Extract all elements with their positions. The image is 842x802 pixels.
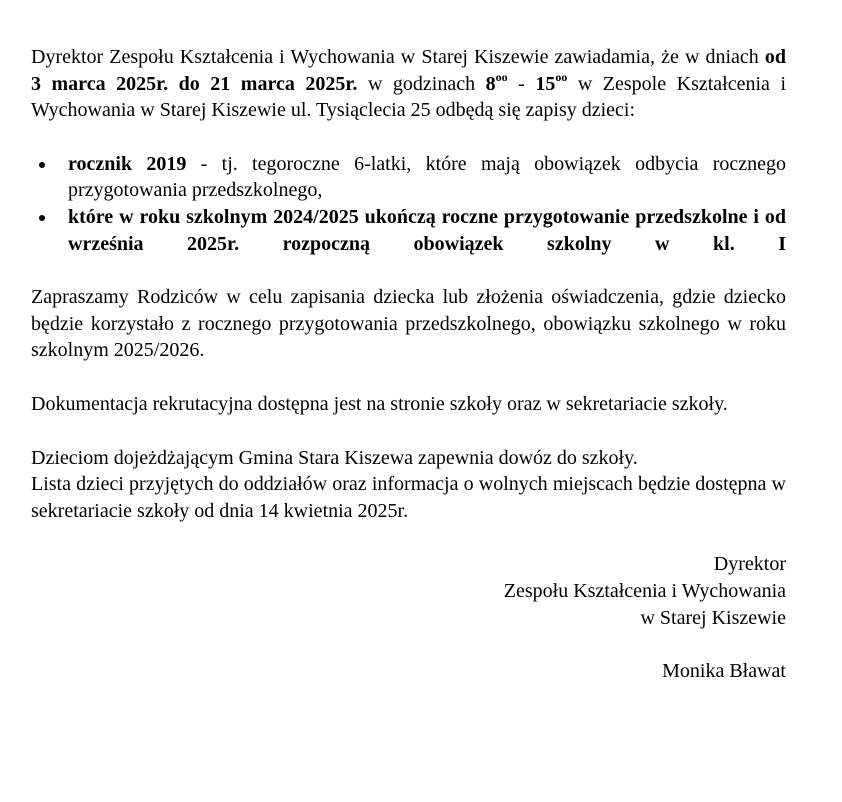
intro-text-3: w Zespole Kształcenia i Wychowania w Starej Kiszewie ul. Tysiąclecia 25 odbędą się zapisy dzieci: [31,72,786,122]
spacer [31,364,786,391]
transport-line: Dzieciom dojeżdżającym Gmina Stara Kiszewa zapewnia dowóz do szkoły. [31,446,638,469]
signature-institution: Zespołu Kształcenia i Wychowania [503,579,786,602]
criteria-year: rocznik 2019 [68,152,187,175]
spacer [31,418,786,445]
hour-start-minutes: oo [495,69,508,84]
spacer [31,524,786,551]
intro-paragraph [31,44,786,124]
hour-start-value: 8 [485,72,496,95]
enrollment-criteria-list [31,151,786,257]
signature-location: w Starej Kiszewie [640,606,786,629]
list-item [31,151,786,204]
spacer [31,257,786,284]
intro-text-1: Dyrektor Zespołu Kształcenia i Wychowania w Starej Kiszewie zawiadamia, że w dniach [31,46,765,68]
criteria-description: - tj. tegoroczne 6-latki, które mają obowiązek odbycia rocznego przygotowania przedszkolnego, [68,152,786,202]
documentation-paragraph: Dokumentacja rekrutacyjna dostępna jest na stronie szkoły oraz w sekretariacie szkoły. [31,392,728,415]
hours-start [485,69,508,95]
hour-end-minutes: oo [555,69,568,84]
signature-block [31,551,786,684]
bullet-icon [39,162,45,168]
signature-title: Dyrektor [713,553,786,576]
signature-name: Monika Bławat [662,660,786,683]
enrollment-dates: od 3 marca 2025r. do 21 marca 2025r. [31,46,786,95]
spacer [31,631,786,658]
list-item [31,204,786,257]
hours-end [535,69,568,95]
spacer [31,124,786,151]
criteria-school-start: które w roku szkolnym 2024/2025 ukończą roczne przygotowanie przedszkolne i od września 2025r. rozpoczną obowiązek szkolny w kl. I [68,205,786,255]
intro-text-2: w godzinach [357,72,486,95]
hour-separator: - [507,72,536,95]
invitation-paragraph: Zapraszamy Rodziców w celu zapisania dziecka lub złożenia oświadczenia, gdzie dziecko będzie korzystało z rocznego przygotowania przedszkolnego, obowiązku szkolnego w roku szkolnym 2025/2026. [31,286,786,362]
admission-list-paragraph: Lista dzieci przyjętych do oddziałów oraz informacja o wolnych miejscach będzie dostępna w sekretariacie szkoły od dnia 14 kwietnia 2025r. [31,473,786,522]
hour-end-value: 15 [535,72,556,95]
bullet-icon [39,215,45,221]
announcement-document [31,44,786,685]
